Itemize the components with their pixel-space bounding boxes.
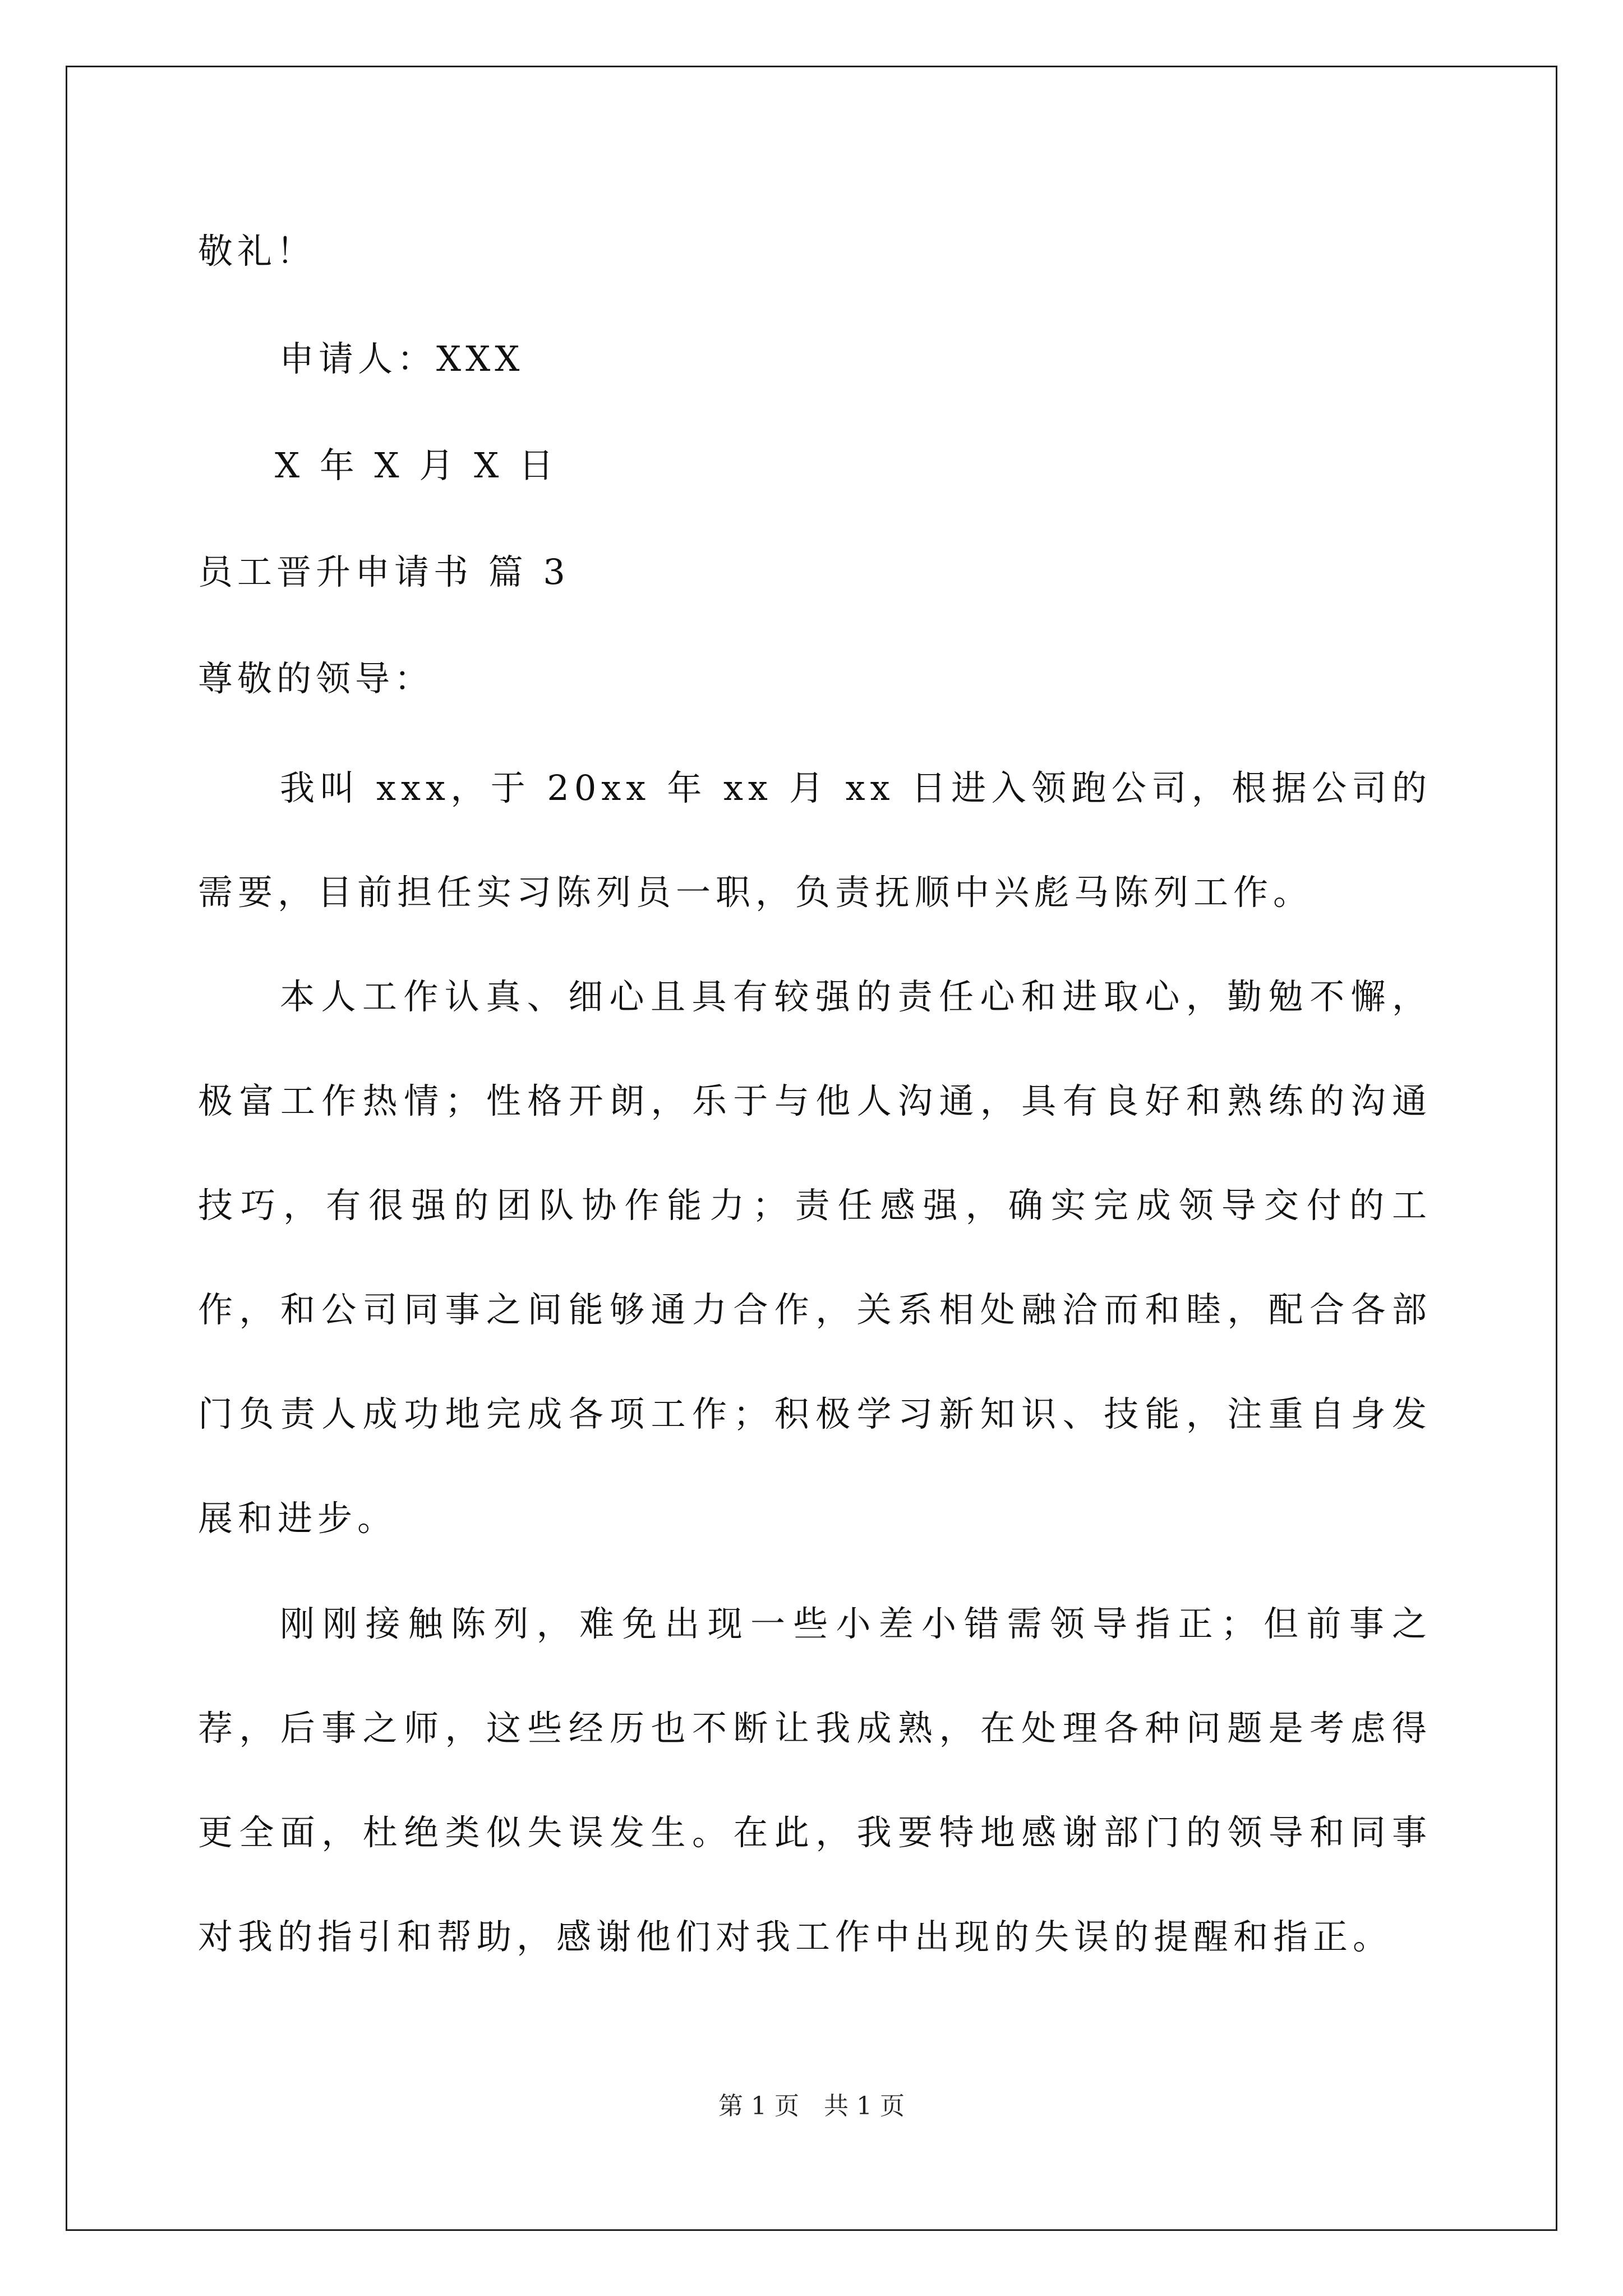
closing-text: 敬礼！	[198, 231, 316, 272]
body-paragraph-1: 我叫 xxx，于 20xx 年 xx 月 xx 日进入领跑公司，根据公司的需要，目前担任实习陈列员一职，负责抚顺中兴彪马陈列工作。	[198, 767, 1432, 913]
applicant-line: 申请人：XXX	[279, 338, 524, 379]
body-paragraph-3: 刚刚接触陈列，难免出现一些小差小错需领导指正；但前事之荐，后事之师，这些经历也不断让我成熟，在处理各种问题是考虑得更全面，杜绝类似失误发生。在此，我要特地感谢部门的领导和同事对我的指引和帮助，感谢他们对我工作中出现的失误的提醒和指正。	[198, 1603, 1432, 1957]
page-footer: 第 1 页 共 1 页	[718, 2092, 905, 2120]
date-line: X 年 X 月 X 日	[275, 445, 558, 486]
body-paragraph-2: 本人工作认真、细心且具有较强的责任心和进取心，勤勉不懈，极富工作热情；性格开朗，乐于与他人沟通，具有良好和熟练的沟通技巧，有很强的团队协作能力；责任感强，确实完成领导交付的工作，和公司同事之间能够通力合作，关系相处融洽而和睦，配合各部门负责人成功地完成各项工作；积极学习新知识、技能，注重自身发展和进步。	[198, 976, 1432, 1539]
section-title: 员工晋升申请书 篇 3	[198, 551, 570, 592]
salutation: 尊敬的领导：	[198, 658, 434, 699]
